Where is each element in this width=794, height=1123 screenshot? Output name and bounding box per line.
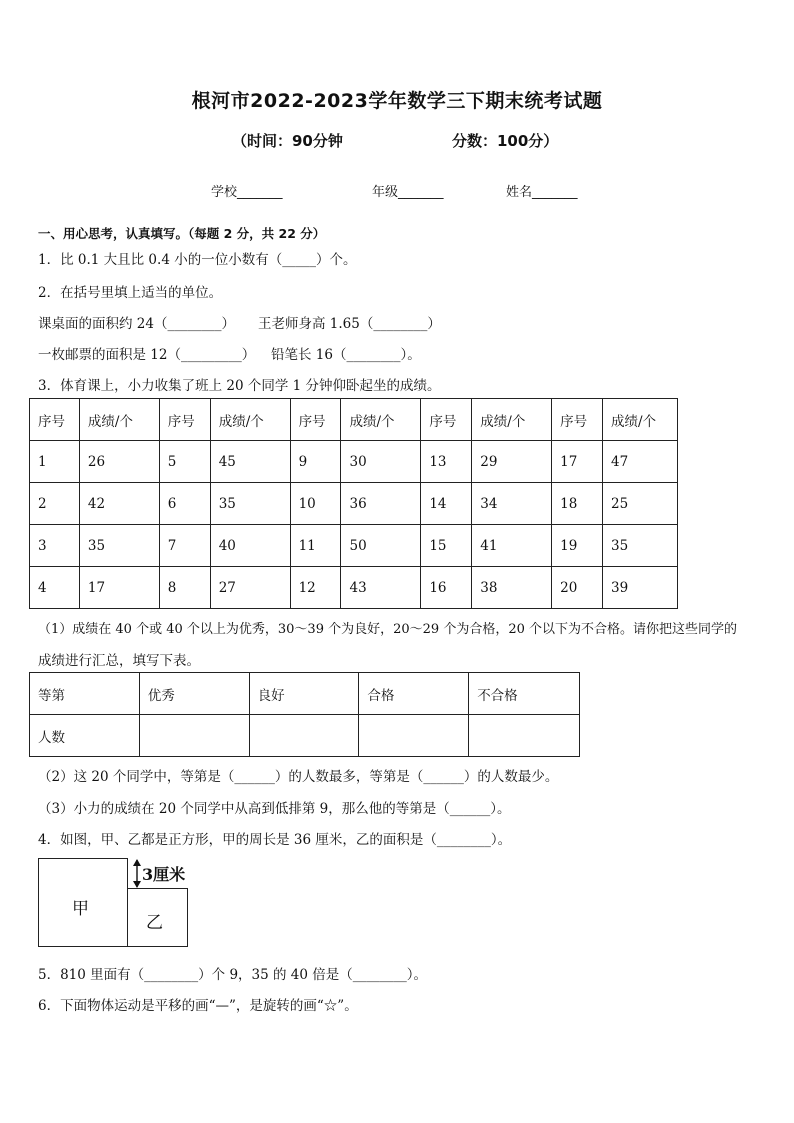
table-header-cell: 成绩/个 — [341, 399, 421, 441]
table-header-cell: 优秀 — [139, 673, 249, 715]
table-cell: 5 — [159, 441, 210, 483]
table-cell: 47 — [603, 441, 678, 483]
question-3-sub1-line2: 成绩进行汇总，填写下表。 — [38, 653, 200, 669]
table-cell: 2 — [30, 483, 80, 525]
table-cell: 43 — [341, 567, 421, 609]
table-cell: 4 — [30, 567, 80, 609]
table-header-cell: 不合格 — [469, 673, 580, 715]
table-cell: 20 — [552, 567, 603, 609]
table-row — [30, 525, 678, 567]
table-cell: 15 — [421, 525, 472, 567]
table-cell: 18 — [552, 483, 603, 525]
table-header-cell: 序号 — [159, 399, 210, 441]
exam-score: 分数：100分） — [452, 132, 559, 150]
label-yi: 乙 — [146, 913, 163, 933]
question-1: 1．比 0.1 大且比 0.4 小的一位小数有（_____）个。 — [38, 252, 357, 268]
exam-time: （时间：90分钟 — [232, 132, 343, 150]
table-cell: 41 — [472, 525, 552, 567]
table-cell: 27 — [210, 567, 290, 609]
table-row — [30, 483, 678, 525]
table-header-cell: 成绩/个 — [79, 399, 159, 441]
table-cell: 1 — [30, 441, 80, 483]
table-cell: 38 — [472, 567, 552, 609]
table-cell: 10 — [290, 483, 341, 525]
table-header-cell: 成绩/个 — [210, 399, 290, 441]
school-field: 学校_______ — [211, 185, 283, 200]
table-cell: 9 — [290, 441, 341, 483]
question-2a: 课桌面的面积约 24（________） — [38, 316, 235, 332]
table-header-cell: 成绩/个 — [472, 399, 552, 441]
question-2b: 王老师身高 1.65（________） — [258, 316, 441, 332]
table-cell: 17 — [79, 567, 159, 609]
question-5: 5．810 里面有（________）个 9，35 的 40 倍是（________）。 — [38, 967, 428, 983]
table-cell: 11 — [290, 525, 341, 567]
table-row — [30, 567, 678, 609]
section-heading: 一、用心思考，认真填写。（每题 2 分，共 22 分） — [38, 226, 326, 241]
table-cell: 39 — [603, 567, 678, 609]
table-cell: 13 — [421, 441, 472, 483]
table-cell: 42 — [79, 483, 159, 525]
question-3-sub3: （3）小力的成绩在 20 个同学中从高到低排第 9，那么他的等第是（______）。 — [38, 801, 511, 817]
table-cell: 35 — [603, 525, 678, 567]
table-row — [30, 441, 678, 483]
table-cell: 45 — [210, 441, 290, 483]
label-jia: 甲 — [72, 899, 89, 919]
answer-cell[interactable] — [469, 715, 580, 757]
question-3-sub1-line1: （1）成绩在 40 个或 40 个以上为优秀，30～39 个为良好，20～29 个为合格，20 个以下为不合格。请你把这些同学的 — [38, 622, 737, 637]
table-cell: 7 — [159, 525, 210, 567]
question-3-sub2: （2）这 20 个同学中，等第是（______）的人数最多，等第是（______）的人数最少。 — [38, 769, 559, 785]
table-header-cell: 序号 — [290, 399, 341, 441]
table-header-cell: 成绩/个 — [603, 399, 678, 441]
question-3-stem: 3．体育课上，小力收集了班上 20 个同学 1 分钟仰卧起坐的成绩。 — [38, 378, 441, 394]
question-6: 6．下面物体运动是平移的画“—”，是旋转的画“☆”。 — [38, 998, 358, 1014]
scores-table — [29, 398, 678, 609]
table-cell: 19 — [552, 525, 603, 567]
table-cell: 26 — [79, 441, 159, 483]
table-cell: 16 — [421, 567, 472, 609]
question-2d: 铅笔长 16（________）。 — [271, 347, 421, 363]
table-cell: 29 — [472, 441, 552, 483]
table-cell: 36 — [341, 483, 421, 525]
answer-cell[interactable] — [249, 715, 359, 757]
label-dimension: 3厘米 — [142, 865, 186, 884]
table-cell: 人数 — [30, 715, 140, 757]
table-cell: 12 — [290, 567, 341, 609]
question-4: 4．如图，甲、乙都是正方形，甲的周长是 36 厘米，乙的面积是（________）。 — [38, 832, 512, 848]
summary-table — [29, 672, 580, 757]
table-cell: 35 — [210, 483, 290, 525]
table-row — [30, 715, 580, 757]
table-cell: 25 — [603, 483, 678, 525]
table-header-cell: 序号 — [30, 399, 80, 441]
question-2c: 一枚邮票的面积是 12（_________） — [38, 347, 256, 363]
table-cell: 17 — [552, 441, 603, 483]
name-field: 姓名_______ — [506, 185, 578, 200]
table-header-cell: 序号 — [421, 399, 472, 441]
page-title: 根河市2022-2023学年数学三下期末统考试题 — [191, 90, 603, 112]
table-cell: 8 — [159, 567, 210, 609]
table-cell: 30 — [341, 441, 421, 483]
table-cell: 3 — [30, 525, 80, 567]
answer-cell[interactable] — [139, 715, 249, 757]
table-header-cell: 合格 — [359, 673, 469, 715]
table-header-cell: 良好 — [249, 673, 359, 715]
table-cell: 40 — [210, 525, 290, 567]
table-cell: 50 — [341, 525, 421, 567]
question-2-stem: 2．在括号里填上适当的单位。 — [38, 285, 223, 301]
table-header-cell: 等第 — [30, 673, 140, 715]
table-cell: 35 — [79, 525, 159, 567]
grade-field: 年级_______ — [372, 185, 444, 200]
table-cell: 14 — [421, 483, 472, 525]
table-cell: 6 — [159, 483, 210, 525]
scores-table-header — [30, 399, 678, 441]
answer-cell[interactable] — [359, 715, 469, 757]
summary-table-header — [30, 673, 580, 715]
table-cell: 34 — [472, 483, 552, 525]
table-header-cell: 序号 — [552, 399, 603, 441]
